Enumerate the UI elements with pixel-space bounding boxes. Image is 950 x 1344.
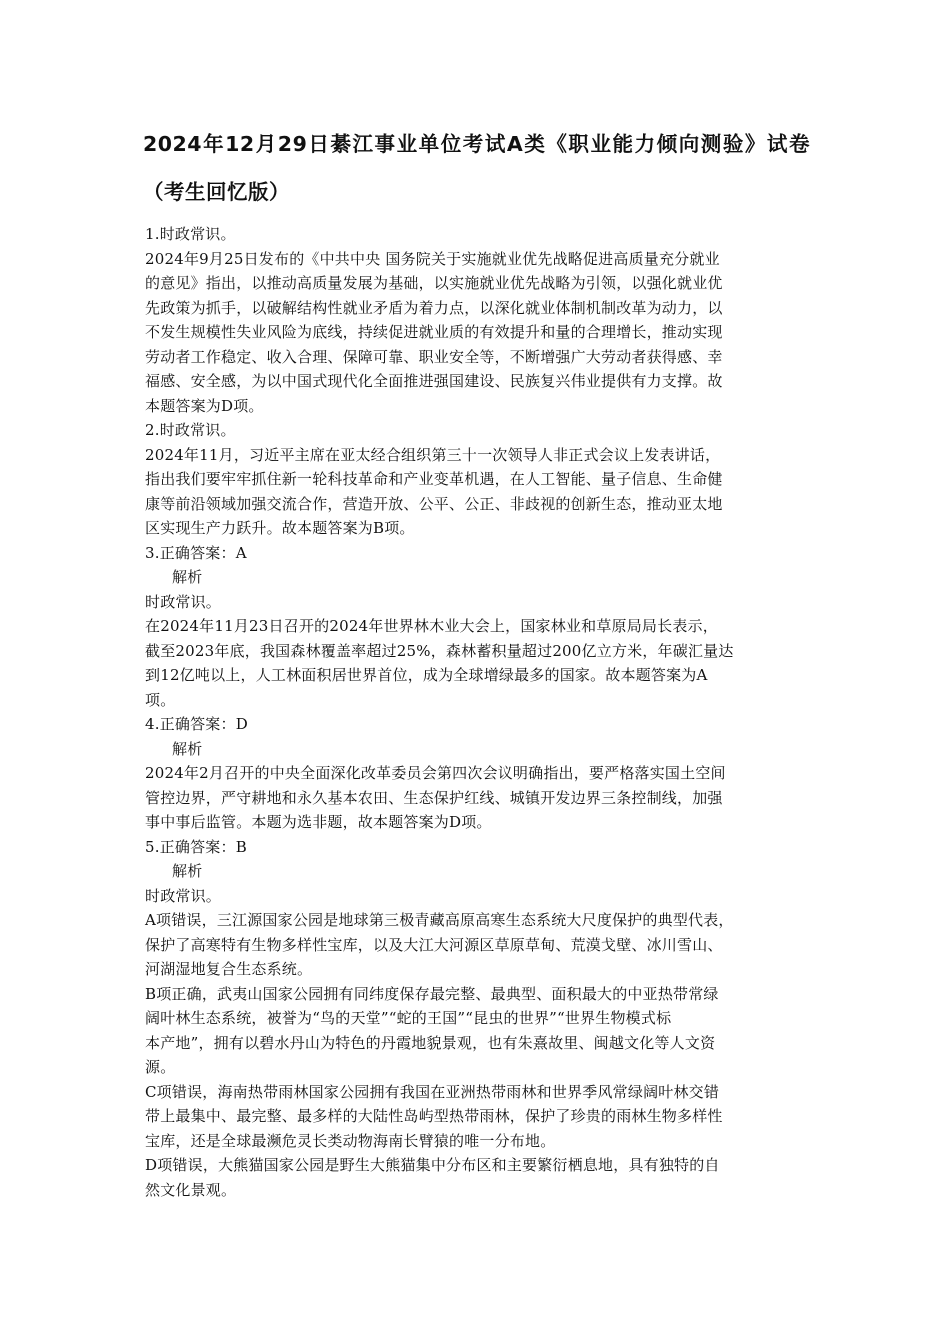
text-line: 解析 bbox=[172, 862, 203, 880]
text-line: 宝库，还是全球最濒危灵长类动物海南长臂猿的唯一分布地。 bbox=[145, 1131, 556, 1150]
text-line: B项正确，武夷山国家公园拥有同纬度保存最完整、最典型、面积最大的中亚热带常绿 bbox=[145, 984, 719, 1003]
text-line: 的意见》指出，以推动高质量发展为基础，以实施就业优先战略为引领，以强化就业优 bbox=[145, 274, 723, 292]
text-line: 时政常识。 bbox=[145, 592, 222, 611]
text-line: 先政策为抓手，以破解结构性就业矛盾为着力点，以深化就业体制机制改革为动力，以 bbox=[145, 298, 723, 317]
text-line: 保护了高寒特有生物多样性宝库，以及大江大河源区草原草甸、荒漠戈壁、冰川雪山、 bbox=[145, 935, 723, 954]
text-line: 2024年2月召开的中央全面深化改革委员会第四次会议明确指出，要严格落实国土空间 bbox=[145, 764, 726, 782]
text-line: D项错误，大熊猫国家公园是野生大熊猫集中分布区和主要繁衍栖息地，具有独特的自 bbox=[145, 1156, 720, 1174]
text-line: 解析 bbox=[172, 739, 203, 758]
text-line: 康等前沿领域加强交流合作，营造开放、公平、公正、非歧视的创新生态，推动亚太地 bbox=[145, 494, 723, 513]
text-line: 2024年11月，习近平主席在亚太经合组织第三十一次领导人非正式会议上发表讲话， bbox=[145, 445, 721, 464]
text-line: 项。 bbox=[145, 690, 176, 709]
text-line: 源。 bbox=[145, 1058, 176, 1076]
text-line: 福感、安全感，为以中国式现代化全面推进强国建设、民族复兴伟业提供有力支撑。故 bbox=[145, 372, 723, 390]
text-line: 本题答案为D项。 bbox=[145, 396, 264, 415]
text-line: 4.正确答案：D bbox=[145, 715, 248, 733]
text-line: 在2024年11月23日召开的2024年世界林木业大会上，国家林业和草原局局长表示， bbox=[145, 617, 718, 635]
text-line: 带上最集中、最完整、最多样的大陆性岛屿型热带雨林，保护了珍贵的雨林生物多样性 bbox=[145, 1107, 723, 1125]
document-body bbox=[145, 222, 810, 1202]
text-line: 河湖湿地复合生态系统。 bbox=[145, 960, 313, 978]
text-line: 到12亿吨以上，人工林面积居世界首位，成为全球增绿最多的国家。故本题答案为A bbox=[145, 666, 708, 684]
text-line: 时政常识。 bbox=[145, 886, 222, 905]
text-line: C项错误，海南热带雨林国家公园拥有我国在亚洲热带雨林和世界季风常绿阔叶林交错 bbox=[145, 1082, 720, 1101]
text-line: 截至2023年底，我国森林覆盖率超过25%，森林蓄积量超过200亿立方米，年碳汇量达 bbox=[145, 641, 734, 660]
text-line: 解析 bbox=[172, 568, 203, 586]
text-line: 2.时政常识。 bbox=[145, 421, 236, 439]
text-line: 阔叶林生态系统，被誉为“鸟的天堂”“蛇的王国”“昆虫的世界”“世界生物模式标 bbox=[145, 1009, 672, 1027]
text-line: 2024年9月25日发布的《中共中央 国务院关于实施就业优先战略促进高质量充分就业 bbox=[145, 249, 720, 268]
document-page bbox=[145, 120, 810, 1202]
text-line: 5.正确答案：B bbox=[145, 837, 247, 856]
text-line: 1.时政常识。 bbox=[145, 225, 236, 243]
text-line: 劳动者工作稳定、收入合理、保障可靠、职业安全等，不断增强广大劳动者获得感、幸 bbox=[145, 347, 723, 366]
text-line: 事中事后监管。本题为选非题，故本题答案为D项。 bbox=[145, 813, 492, 831]
text-line: 然文化景观。 bbox=[145, 1180, 237, 1199]
text-line: 3.正确答案：A bbox=[145, 543, 247, 562]
text-line: 本产地”，拥有以碧水丹山为特色的丹霞地貌景观，也有朱熹故里、闽越文化等人文资 bbox=[145, 1033, 716, 1052]
document-title: 2024年12月29日綦江事业单位考试A类《职业能力倾向测验》试卷（考生回忆版） bbox=[143, 132, 810, 204]
text-line: 区实现生产力跃升。故本题答案为B项。 bbox=[145, 519, 415, 537]
text-line: 管控边界，严守耕地和永久基本农田、生态保护红线、城镇开发边界三条控制线，加强 bbox=[145, 788, 723, 807]
text-line: A项错误，三江源国家公园是地球第三极青藏高原高寒生态系统大尺度保护的典型代表， bbox=[145, 911, 734, 929]
text-line: 指出我们要牢牢抓住新一轮科技革命和产业变革机遇，在人工智能、量子信息、生命健 bbox=[145, 470, 723, 488]
text-line: 不发生规模性失业风险为底线，持续促进就业质的有效提升和量的合理增长，推动实现 bbox=[145, 323, 723, 341]
